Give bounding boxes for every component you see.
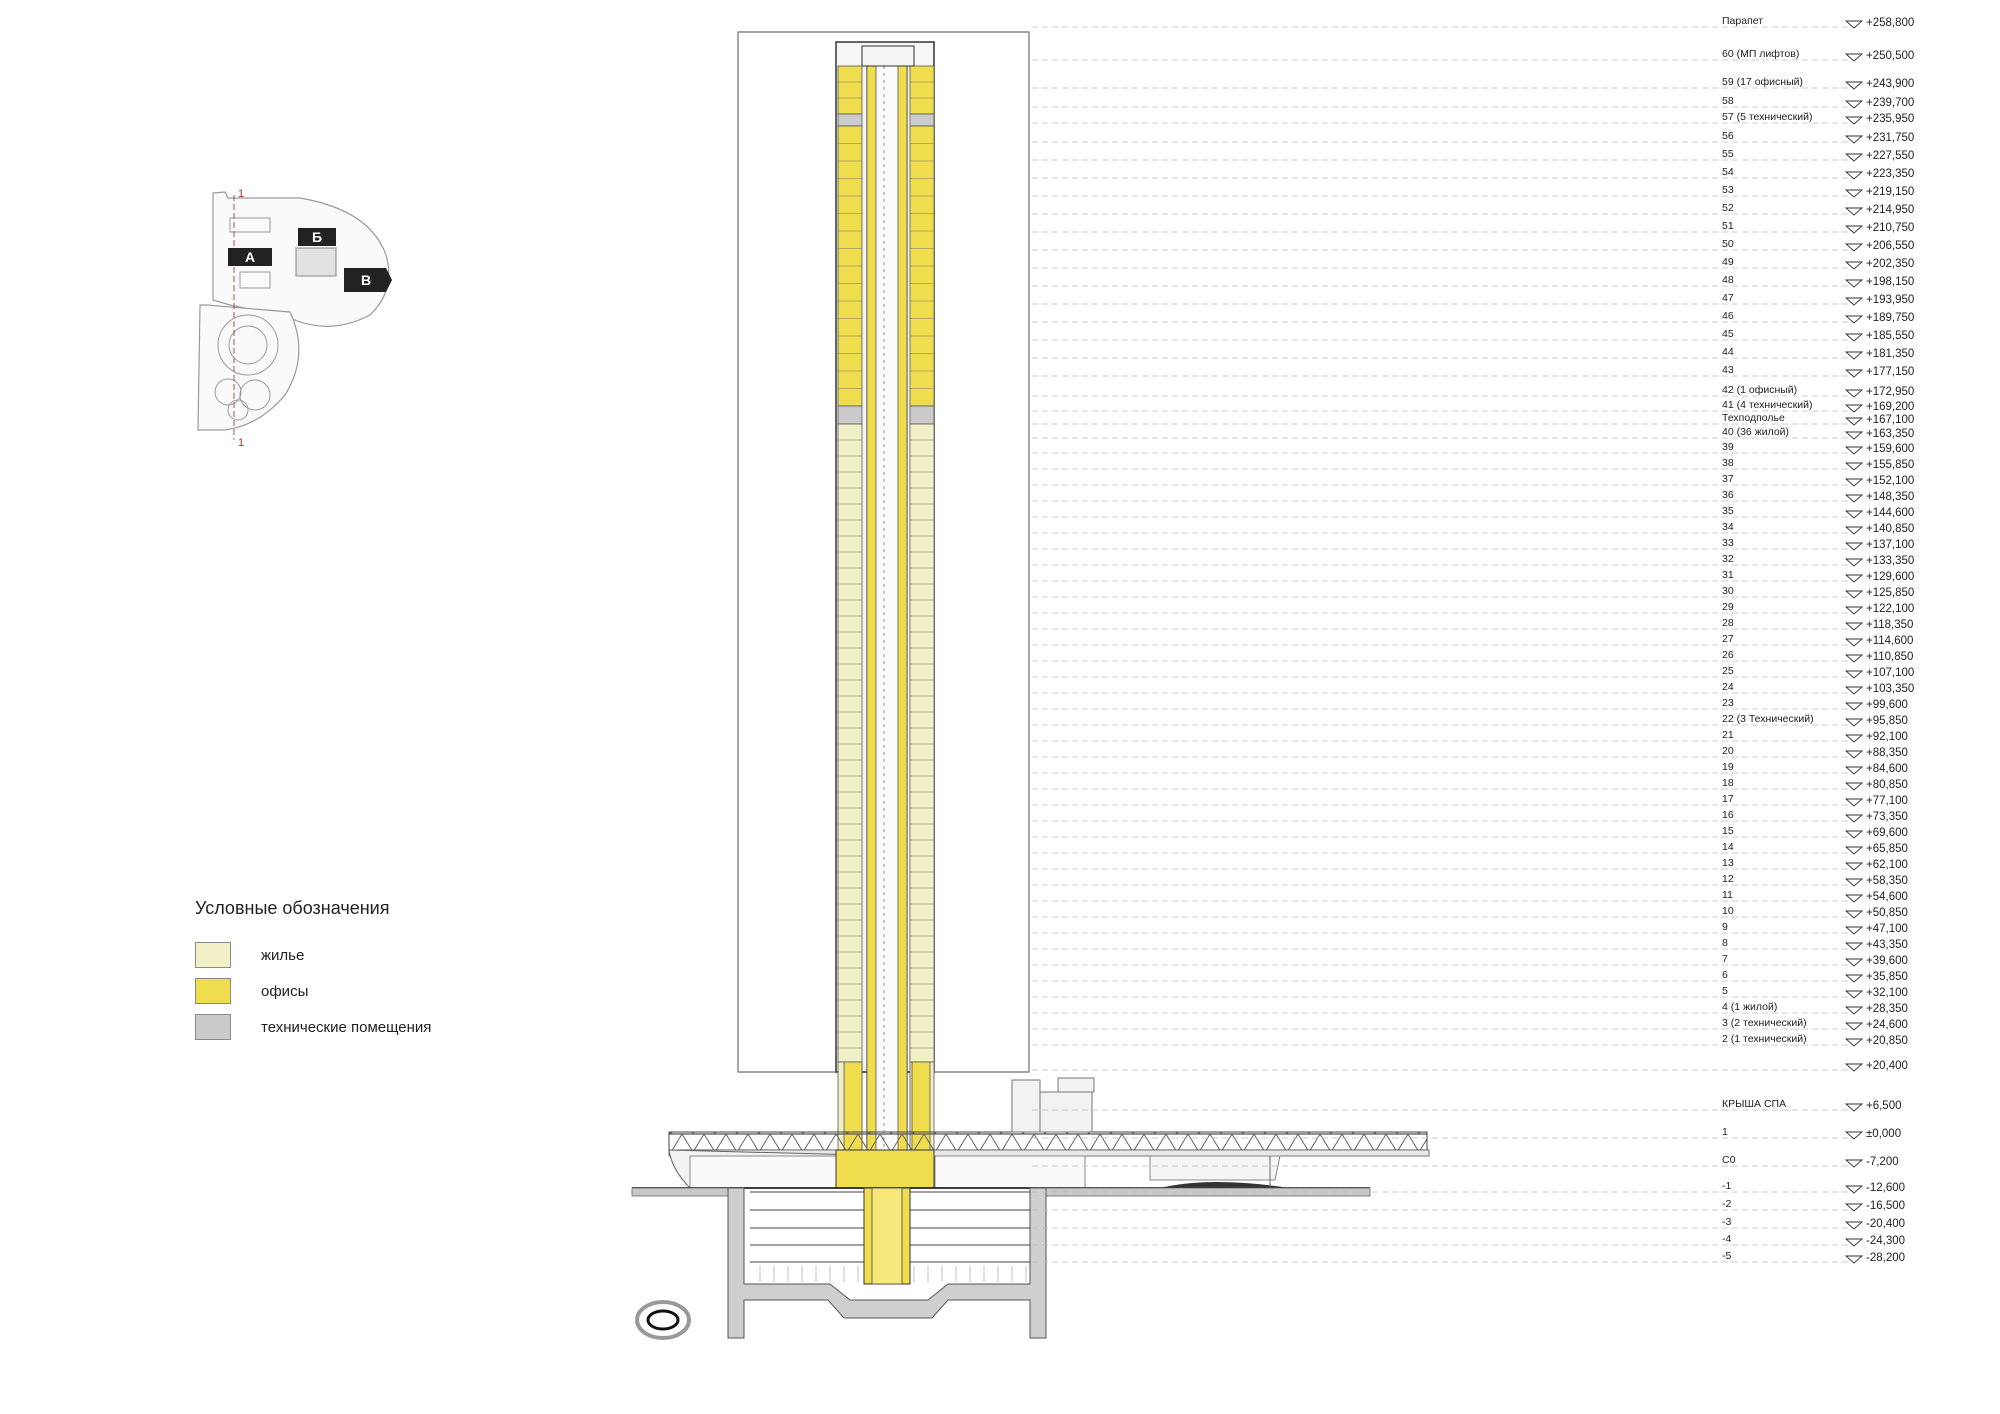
- level-value: +206,550: [1866, 240, 1915, 252]
- level-name: 37: [1722, 473, 1734, 485]
- level-marker-icon: [1846, 863, 1862, 870]
- level-value: +133,350: [1866, 555, 1915, 567]
- level-value: +114,600: [1866, 635, 1914, 647]
- level-annotations: [1032, 15, 1914, 1264]
- level-marker-icon: [1846, 559, 1862, 566]
- level-value: +214,950: [1866, 204, 1915, 216]
- level-value: +185,550: [1866, 330, 1915, 342]
- section-mark-bottom: 1: [238, 437, 245, 449]
- level-marker-icon: [1846, 895, 1862, 902]
- level-name: 36: [1722, 489, 1734, 501]
- level-marker-icon: [1846, 154, 1862, 161]
- level-marker-icon: [1846, 735, 1862, 742]
- level-marker-icon: [1846, 1064, 1862, 1071]
- level-value: +181,350: [1866, 348, 1915, 360]
- level-marker-icon: [1846, 54, 1862, 61]
- level-marker-icon: [1846, 298, 1862, 305]
- level-value: +6,500: [1866, 1100, 1902, 1112]
- level-name: 50: [1722, 238, 1734, 250]
- level-value: +223,350: [1866, 168, 1915, 180]
- level-marker-icon: [1846, 927, 1862, 934]
- spa-building: [1012, 1080, 1040, 1132]
- level-value: +28,350: [1866, 1003, 1908, 1015]
- level-value: +219,150: [1866, 186, 1915, 198]
- level-value: +129,600: [1866, 571, 1915, 583]
- legend-swatch-offices: [195, 978, 231, 1004]
- level-marker-icon: [1846, 1132, 1862, 1139]
- level-marker-icon: [1846, 495, 1862, 502]
- level-value: +202,350: [1866, 258, 1915, 270]
- legend-swatch-housing: [195, 942, 231, 968]
- level-name: 18: [1722, 777, 1734, 789]
- level-value: +95,850: [1866, 715, 1908, 727]
- block-label-a: А: [244, 249, 256, 265]
- level-name: 16: [1722, 809, 1734, 821]
- level-name: 5: [1722, 985, 1728, 997]
- level-value: +159,600: [1866, 443, 1915, 455]
- level-name: 6: [1722, 969, 1728, 981]
- level-marker-icon: [1846, 751, 1862, 758]
- floor-band: [838, 406, 862, 424]
- level-name: 28: [1722, 617, 1734, 629]
- level-marker-icon: [1846, 799, 1862, 806]
- key-plan: [198, 188, 392, 449]
- level-value: +20,850: [1866, 1035, 1908, 1047]
- level-name: 23: [1722, 697, 1734, 709]
- level-name: 26: [1722, 649, 1734, 661]
- level-value: +227,550: [1866, 150, 1915, 162]
- level-name: -3: [1722, 1216, 1732, 1228]
- level-value: +122,100: [1866, 603, 1915, 615]
- level-marker-icon: [1846, 447, 1862, 454]
- level-name: 17: [1722, 793, 1734, 805]
- level-name: 47: [1722, 292, 1734, 304]
- level-marker-icon: [1846, 639, 1862, 646]
- level-value: -16,500: [1866, 1200, 1906, 1212]
- level-name: 11: [1722, 889, 1733, 901]
- level-marker-icon: [1846, 991, 1862, 998]
- level-marker-icon: [1846, 1186, 1862, 1193]
- level-value: +77,100: [1866, 795, 1908, 807]
- level-name: С0: [1722, 1154, 1736, 1166]
- level-name: 25: [1722, 665, 1734, 677]
- level-marker-icon: [1846, 463, 1862, 470]
- level-name: 33: [1722, 537, 1734, 549]
- level-value: +125,850: [1866, 587, 1915, 599]
- level-marker-icon: [1846, 783, 1862, 790]
- level-value: +235,950: [1866, 113, 1915, 125]
- level-marker-icon: [1846, 244, 1862, 251]
- level-name: 30: [1722, 585, 1734, 597]
- level-marker-icon: [1846, 370, 1862, 377]
- level-marker-icon: [1846, 1204, 1862, 1211]
- level-value: +169,200: [1866, 401, 1915, 413]
- level-value: +107,100: [1866, 667, 1915, 679]
- level-marker-icon: [1846, 687, 1862, 694]
- level-name: 59 (17 офисный): [1722, 76, 1803, 88]
- level-name: 9: [1722, 921, 1728, 933]
- level-name: 24: [1722, 681, 1734, 693]
- level-name: 53: [1722, 184, 1734, 196]
- level-value: +231,750: [1866, 132, 1915, 144]
- level-value: +172,950: [1866, 386, 1915, 398]
- level-marker-icon: [1846, 208, 1862, 215]
- level-marker-icon: [1846, 703, 1862, 710]
- level-name: 1: [1722, 1126, 1728, 1138]
- core-yellow-right: [898, 66, 907, 1166]
- level-name: 39: [1722, 441, 1734, 453]
- level-value: +65,850: [1866, 843, 1908, 855]
- level-marker-icon: [1846, 316, 1862, 323]
- level-marker-icon: [1846, 1039, 1862, 1046]
- level-value: +84,600: [1866, 763, 1908, 775]
- level-name: 15: [1722, 825, 1734, 837]
- level-name: 41 (4 технический): [1722, 399, 1813, 411]
- level-name: 49: [1722, 256, 1734, 268]
- level-name: 44: [1722, 346, 1734, 358]
- podium: [632, 1078, 1429, 1196]
- level-marker-icon: [1846, 623, 1862, 630]
- level-value: +152,100: [1866, 475, 1915, 487]
- level-value: +35,850: [1866, 971, 1908, 983]
- level-name: 45: [1722, 328, 1734, 340]
- level-value: +163,350: [1866, 428, 1915, 440]
- legend-label-offices: офисы: [261, 982, 309, 1000]
- level-name: 34: [1722, 521, 1734, 533]
- level-marker-icon: [1846, 847, 1862, 854]
- level-name: 32: [1722, 553, 1734, 565]
- legend-label-housing: жилье: [261, 946, 305, 964]
- level-marker-icon: [1846, 831, 1862, 838]
- level-name: 56: [1722, 130, 1734, 142]
- level-name: 52: [1722, 202, 1734, 214]
- level-marker-icon: [1846, 1007, 1862, 1014]
- level-name: 4 (1 жилой): [1722, 1001, 1778, 1013]
- block-label-b: Б: [311, 229, 323, 245]
- level-marker-icon: [1846, 172, 1862, 179]
- level-value: +155,850: [1866, 459, 1915, 471]
- level-marker-icon: [1846, 1239, 1862, 1246]
- key-plan-lower-block: [198, 305, 299, 430]
- level-value: +32,100: [1866, 987, 1908, 999]
- level-value: +210,750: [1866, 222, 1915, 234]
- level-name: 3 (2 технический): [1722, 1017, 1807, 1029]
- level-marker-icon: [1846, 136, 1862, 143]
- level-name: 10: [1722, 905, 1734, 917]
- level-value: +239,700: [1866, 97, 1915, 109]
- level-name: -4: [1722, 1233, 1732, 1245]
- level-value: +20,400: [1866, 1060, 1908, 1072]
- level-marker-icon: [1846, 719, 1862, 726]
- level-name: Парапет: [1722, 15, 1764, 27]
- level-marker-icon: [1846, 1160, 1862, 1167]
- level-value: +92,100: [1866, 731, 1908, 743]
- level-name: 35: [1722, 505, 1734, 517]
- level-value: +193,950: [1866, 294, 1915, 306]
- level-value: +50,850: [1866, 907, 1908, 919]
- level-marker-icon: [1846, 879, 1862, 886]
- level-marker-icon: [1846, 352, 1862, 359]
- level-name: 31: [1722, 569, 1734, 581]
- legend-item-technical: [195, 1009, 431, 1045]
- level-value: +99,600: [1866, 699, 1908, 711]
- level-marker-icon: [1846, 226, 1862, 233]
- level-marker-icon: [1846, 479, 1862, 486]
- level-marker-icon: [1846, 1222, 1862, 1229]
- level-marker-icon: [1846, 1256, 1862, 1263]
- floor-band: [838, 66, 862, 114]
- level-value: +140,850: [1866, 523, 1915, 535]
- legend-label-technical: технические помещения: [261, 1018, 432, 1036]
- level-name: -5: [1722, 1250, 1732, 1262]
- level-name: 40 (36 жилой): [1722, 426, 1790, 438]
- level-value: -12,600: [1866, 1182, 1906, 1194]
- level-name: 51: [1722, 220, 1734, 232]
- legend: [195, 898, 431, 1045]
- level-value: +24,600: [1866, 1019, 1908, 1031]
- legend-title: Условные обозначения: [195, 898, 390, 918]
- level-marker-icon: [1846, 390, 1862, 397]
- level-name: -2: [1722, 1198, 1732, 1210]
- floor-band: [910, 66, 934, 114]
- level-name: -1: [1722, 1180, 1732, 1192]
- block-label-v: В: [360, 272, 372, 288]
- level-name: КРЫША СПА: [1722, 1098, 1787, 1110]
- level-name: 54: [1722, 166, 1734, 178]
- floor-band: [910, 406, 934, 424]
- level-value: +148,350: [1866, 491, 1915, 503]
- level-marker-icon: [1846, 959, 1862, 966]
- floor-band: [910, 114, 934, 126]
- level-marker-icon: [1846, 607, 1862, 614]
- level-value: +110,850: [1866, 651, 1914, 663]
- level-marker-icon: [1846, 911, 1862, 918]
- level-name: 19: [1722, 761, 1734, 773]
- level-marker-icon: [1846, 82, 1862, 89]
- level-name: 8: [1722, 937, 1728, 949]
- level-name: 22 (3 Технический): [1722, 713, 1814, 725]
- level-value: +73,350: [1866, 811, 1908, 823]
- level-marker-icon: [1846, 280, 1862, 287]
- level-marker-icon: [1846, 671, 1862, 678]
- level-name: 48: [1722, 274, 1734, 286]
- level-value: +243,900: [1866, 78, 1915, 90]
- level-value: +69,600: [1866, 827, 1908, 839]
- level-value: -7,200: [1866, 1156, 1899, 1168]
- floor-band: [838, 114, 862, 126]
- level-value: +167,100: [1866, 414, 1915, 426]
- level-name: 57 (5 технический): [1722, 111, 1813, 123]
- level-marker-icon: [1846, 767, 1862, 774]
- level-name: 21: [1722, 729, 1734, 741]
- level-name: 38: [1722, 457, 1734, 469]
- level-marker-icon: [1846, 1023, 1862, 1030]
- level-marker-icon: [1846, 975, 1862, 982]
- level-marker-icon: [1846, 432, 1862, 439]
- level-value: +189,750: [1866, 312, 1915, 324]
- level-marker-icon: [1846, 511, 1862, 518]
- level-value: +39,600: [1866, 955, 1908, 967]
- level-value: +58,350: [1866, 875, 1908, 887]
- level-name: 20: [1722, 745, 1734, 757]
- level-name: 7: [1722, 953, 1728, 965]
- level-marker-icon: [1846, 262, 1862, 269]
- roof-truss: [669, 1132, 1427, 1150]
- level-value: +80,850: [1866, 779, 1908, 791]
- level-value: +144,600: [1866, 507, 1915, 519]
- level-marker-icon: [1846, 575, 1862, 582]
- level-value: +62,100: [1866, 859, 1908, 871]
- level-value: +137,100: [1866, 539, 1915, 551]
- level-name: 55: [1722, 148, 1734, 160]
- level-name: 58: [1722, 95, 1734, 107]
- legend-swatch-technical: [195, 1014, 231, 1040]
- legend-item-housing: [195, 937, 431, 973]
- level-marker-icon: [1846, 815, 1862, 822]
- level-marker-icon: [1846, 21, 1862, 28]
- level-value: +177,150: [1866, 366, 1915, 378]
- level-name: 43: [1722, 364, 1734, 376]
- level-name: 27: [1722, 633, 1734, 645]
- level-marker-icon: [1846, 543, 1862, 550]
- level-value: +54,600: [1866, 891, 1908, 903]
- section-mark-top: 1: [238, 188, 245, 200]
- level-value: +198,150: [1866, 276, 1915, 288]
- core-yellow-left: [867, 66, 876, 1166]
- level-name: 12: [1722, 873, 1734, 885]
- level-name: 13: [1722, 857, 1734, 869]
- level-marker-icon: [1846, 1104, 1862, 1111]
- level-name: 14: [1722, 841, 1734, 853]
- level-name: 60 (МП лифтов): [1722, 48, 1800, 60]
- level-name: 29: [1722, 601, 1734, 613]
- level-value: +118,350: [1866, 619, 1914, 631]
- level-value: +250,500: [1866, 50, 1915, 62]
- level-marker-icon: [1846, 943, 1862, 950]
- level-marker-icon: [1846, 655, 1862, 662]
- level-name: Техподполье: [1722, 412, 1785, 424]
- level-marker-icon: [1846, 334, 1862, 341]
- level-value: -28,200: [1866, 1252, 1906, 1264]
- tower-section: [738, 32, 1029, 1166]
- level-name: 46: [1722, 310, 1734, 322]
- level-value: +47,100: [1866, 923, 1908, 935]
- underground: [637, 1188, 1046, 1338]
- level-marker-icon: [1846, 117, 1862, 124]
- level-name: 42 (1 офисный): [1722, 384, 1798, 396]
- level-marker-icon: [1846, 190, 1862, 197]
- level-value: ±0,000: [1866, 1128, 1902, 1140]
- legend-item-offices: [195, 973, 431, 1009]
- level-value: +258,800: [1866, 17, 1915, 29]
- level-value: -20,400: [1866, 1218, 1906, 1230]
- level-value: -24,300: [1866, 1235, 1906, 1247]
- level-marker-icon: [1846, 591, 1862, 598]
- level-marker-icon: [1846, 418, 1862, 425]
- level-marker-icon: [1846, 101, 1862, 108]
- level-name: 2 (1 технический): [1722, 1033, 1807, 1045]
- level-marker-icon: [1846, 405, 1862, 412]
- level-value: +43,350: [1866, 939, 1908, 951]
- level-value: +88,350: [1866, 747, 1908, 759]
- level-marker-icon: [1846, 527, 1862, 534]
- level-value: +103,350: [1866, 683, 1915, 695]
